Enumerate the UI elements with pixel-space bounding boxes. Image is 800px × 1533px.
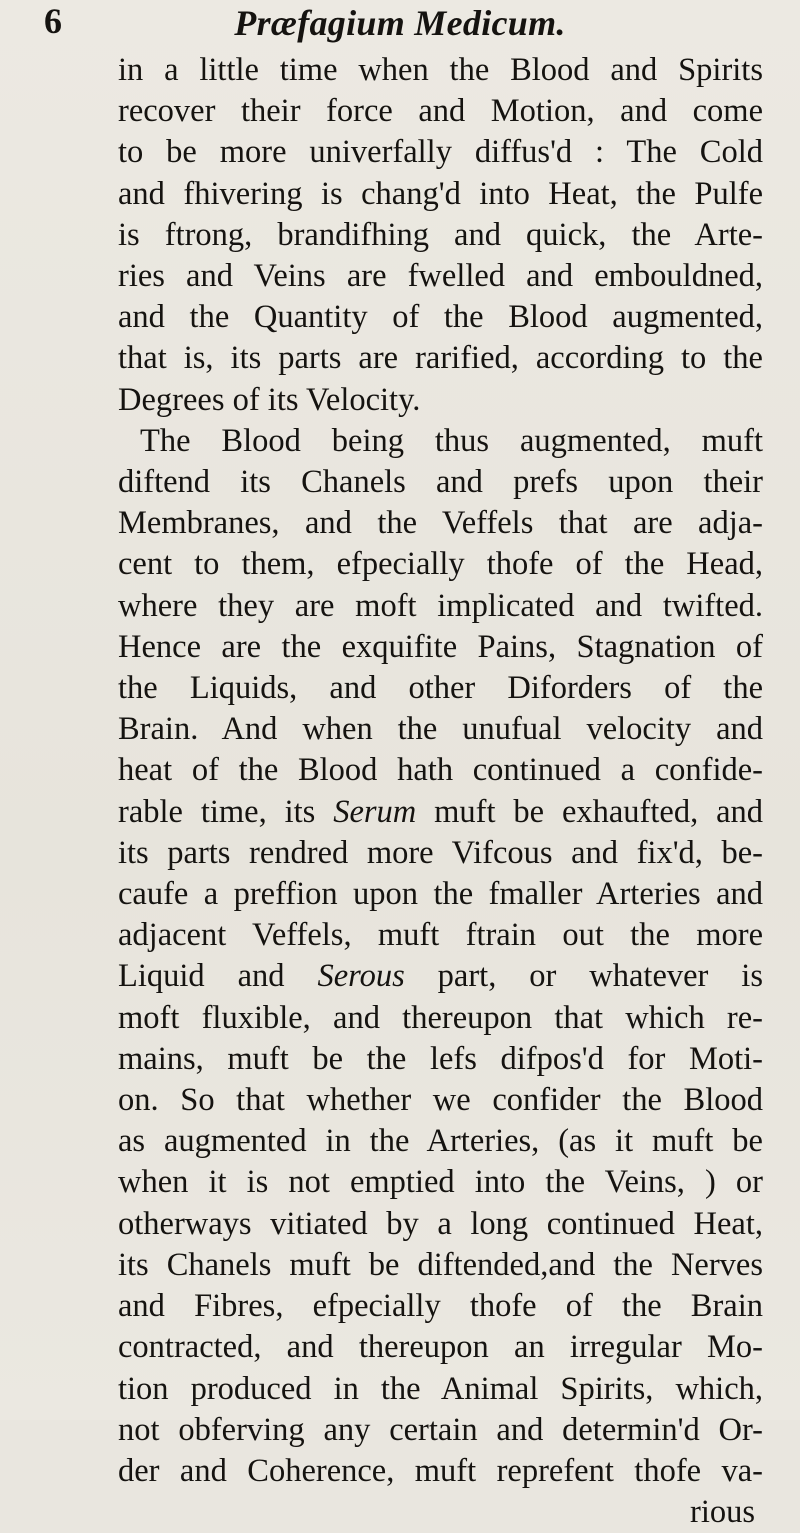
page-number: 6 xyxy=(44,1,62,41)
text-line: is ftrong, brandifhing and quick, the Arte- xyxy=(118,216,763,253)
text-line: heat of the Blood hath continued a confide- xyxy=(118,752,763,789)
text-line: and the Quantity of the Blood augmented, xyxy=(118,299,763,336)
text-line: Degrees of its Velocity. xyxy=(118,381,421,418)
text-line: cent to them, efpecially thofe of the Head, xyxy=(118,546,763,583)
text-segment: muft be exhaufted, and xyxy=(434,793,764,830)
text-line: when it is not emptied into the Veins, ) or xyxy=(118,1164,763,1201)
text-line: and Fibres, efpecially thofe of the Brain xyxy=(118,1288,763,1325)
text-line: contracted, and thereupon an irregular Mo- xyxy=(118,1329,763,1366)
italic-term: Serous xyxy=(317,958,405,995)
text-line: the Liquids, and other Diforders of the xyxy=(118,670,763,707)
running-head: Præfagium Medicum. xyxy=(234,3,566,43)
text-line: tion produced in the Animal Spirits, which, xyxy=(118,1370,763,1407)
text-line: moft fluxible, and thereupon that which re- xyxy=(118,999,763,1036)
text-line: where they are moft implicated and twifted. xyxy=(118,587,763,624)
text-line: its parts rendred more Vifcous and fix'd, be- xyxy=(118,834,763,871)
text-line: Membranes, and the Veffels that are adja- xyxy=(118,505,763,542)
text-line: caufe a preffion upon the fmaller Arteries and xyxy=(118,876,763,913)
text-line: recover their force and Motion, and come xyxy=(118,93,763,130)
text-line: that is, its parts are rarified, according to the xyxy=(118,340,763,377)
italic-term: Serum xyxy=(333,793,417,830)
text-line: der and Coherence, muft reprefent thofe va- xyxy=(118,1452,763,1489)
text-line: and fhivering is chang'd into Heat, the Pulfe xyxy=(118,175,763,212)
body-text xyxy=(118,50,763,1533)
text-segment: Liquid and xyxy=(118,958,285,995)
text-line: mains, muft be the lefs difpos'd for Moti- xyxy=(118,1040,763,1077)
text-line: ries and Veins are fwelled and embouldned, xyxy=(118,258,763,295)
text-line: adjacent Veffels, muft ftrain out the more xyxy=(118,917,763,954)
text-line: on. So that whether we confider the Blood xyxy=(118,1082,763,1119)
text-line: to be more univerfally diffus'd : The Cold xyxy=(118,134,763,171)
text-line: not obferving any certain and determin'd Or- xyxy=(118,1411,763,1448)
text-line: otherways vitiated by a long continued Heat, xyxy=(118,1205,763,1242)
text-segment: rable time, its xyxy=(118,793,316,830)
catch-word-line xyxy=(118,1492,763,1533)
text-segment: part, or whatever is xyxy=(437,958,763,995)
text-line: Brain. And when the unufual velocity and xyxy=(118,711,763,748)
text-line: diftend its Chanels and prefs upon their xyxy=(118,464,763,501)
text-line: as augmented in the Arteries, (as it muft be xyxy=(118,1123,763,1160)
text-line: in a little time when the Blood and Spirits xyxy=(118,52,763,88)
catch-word: rious xyxy=(690,1494,755,1531)
text-line xyxy=(118,792,763,833)
text-line xyxy=(118,956,763,997)
page-header xyxy=(0,0,800,44)
text-line: Hence are the exquifite Pains, Stagnation of xyxy=(118,628,763,665)
paragraph-start-line: The Blood being thus augmented, muft xyxy=(140,422,763,459)
text-line: its Chanels muft be diftended,and the Nerves xyxy=(118,1246,763,1283)
